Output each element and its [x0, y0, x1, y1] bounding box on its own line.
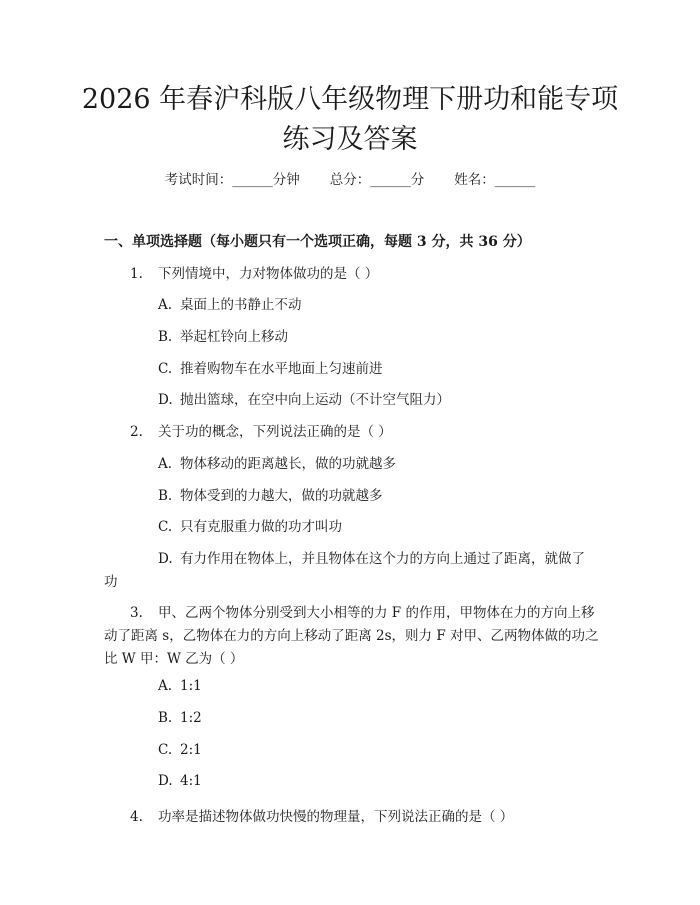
option-text: 有力作用在物体上，并且物体在这个力的方向上通过了距离，就做了 [180, 551, 585, 567]
title-line-1: 2026 年春沪科版八年级物理下册功和能专项 [81, 84, 619, 115]
option-item [158, 678, 202, 694]
question-1 [130, 262, 378, 282]
option-text: 2:1 [180, 742, 202, 758]
option-label: D. [158, 551, 173, 567]
option-label: A. [158, 456, 173, 472]
option-item [158, 484, 383, 504]
question-stem: 下列情境中，力对物体做功的是（ ） [158, 266, 379, 282]
option-label: B. [158, 329, 173, 345]
option-item [158, 388, 450, 408]
option-text: 4:1 [180, 773, 202, 789]
question-number: 4. [130, 809, 143, 825]
option-text: 推着购物车在水平地面上匀速前进 [180, 361, 383, 377]
option-label: D. [158, 773, 173, 789]
document-title [40, 80, 660, 160]
option-text: 抛出篮球，在空中向上运动（不计空气阻力） [180, 392, 450, 408]
question-4 [130, 805, 513, 825]
question-number: 3. [130, 605, 143, 621]
exam-info-row [0, 168, 700, 188]
student-name-field: 姓名：______ [454, 172, 536, 188]
option-label: C. [158, 742, 173, 758]
option-text: 物体受到的力越大，做的功就越多 [180, 488, 383, 504]
option-label: C. [158, 361, 173, 377]
option-item [158, 547, 585, 567]
option-label: A. [158, 297, 173, 313]
option-text: 物体移动的距离越长，做的功就越多 [180, 456, 396, 472]
exam-time-field: 考试时间：______分钟 [164, 172, 300, 188]
question-stem-continued: 动了距离 s，乙物体在力的方向上移动了距离 2s，则力 F 对甲、乙两物体做的功之 [104, 628, 599, 644]
option-label: B. [158, 488, 173, 504]
option-item [158, 515, 342, 535]
option-label: A. [158, 678, 173, 694]
option-item [158, 742, 202, 758]
question-stem: 功率是描述物体做功快慢的物理量，下列说法正确的是（ ） [158, 809, 514, 825]
option-item [158, 452, 396, 472]
question-stem: 甲、乙两个物体分别受到大小相等的力 F 的作用，甲物体在力的方向上移 [158, 605, 595, 621]
question-number: 1. [130, 266, 143, 282]
question-2 [130, 420, 392, 440]
option-item [158, 293, 302, 313]
option-continuation: 功 [104, 574, 118, 590]
option-item [158, 357, 383, 377]
option-text: 桌面上的书静止不动 [180, 297, 302, 313]
option-item [158, 773, 202, 789]
option-label: B. [158, 710, 173, 726]
option-label: C. [158, 519, 173, 535]
question-number: 2. [130, 424, 143, 440]
question-stem: 关于功的概念，下列说法正确的是（ ） [158, 424, 392, 440]
title-line-2: 练习及答案 [282, 124, 418, 155]
option-item [158, 710, 202, 726]
option-text: 只有克服重力做的功才叫功 [180, 519, 342, 535]
section-heading: 一、单项选择题（每小题只有一个选项正确，每题 3 分，共 36 分） [104, 234, 531, 250]
option-text: 1:2 [180, 710, 202, 726]
question-stem-continued: 比 W 甲：W 乙为（ ） [104, 651, 244, 667]
option-label: D. [158, 392, 173, 408]
option-text: 1:1 [180, 678, 202, 694]
total-score-field: 总分：______分 [329, 172, 425, 188]
option-item [158, 325, 288, 345]
option-text: 举起杠铃向上移动 [180, 329, 288, 345]
question-3 [130, 601, 594, 621]
